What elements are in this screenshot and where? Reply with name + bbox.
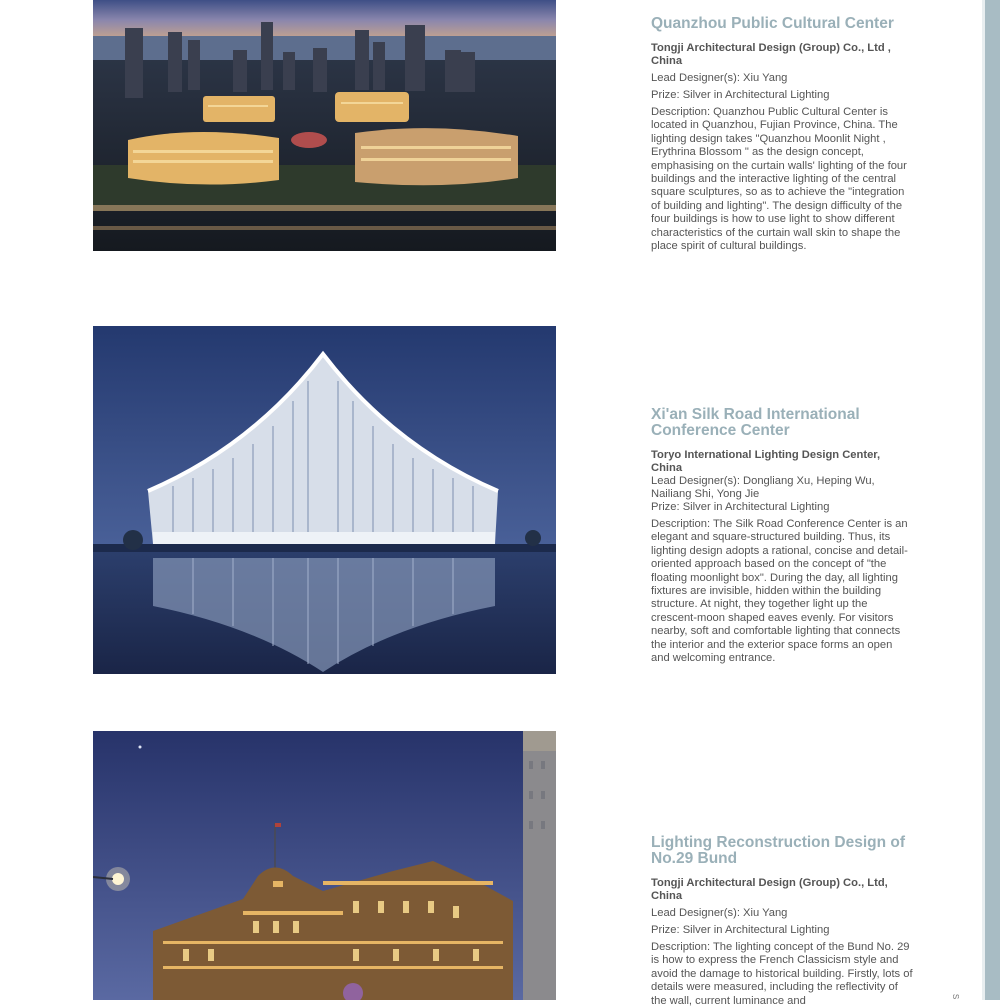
entry-firm: Tongji Architectural Design (Group) Co., Ltd, China [651, 877, 888, 902]
entry-lead-designer: Lead Designer(s): Xiu Yang [651, 72, 788, 84]
entry-xian [651, 407, 913, 665]
entry-title: Lighting Reconstruction Design of No.29 Bund [651, 834, 906, 867]
entry-lead-designer: Lead Designer(s): Dongliang Xu, Heping Wu, Nailiang Shi, Yong Jie [651, 475, 875, 500]
entry-description: Description: The lighting concept of the Bund No. 29 is how to express the French Classicism style and avoid the damage to historical building. Firstly, lots of details were measured, including the reflectivity of the wall, current luminance and [651, 941, 913, 1007]
photo-xian-conference-center [93, 326, 556, 674]
entry-description: Description: The Silk Road Conference Center is an elegant and square-structured building. Thus, its lighting design adopts a rational, concise and detail-oriented approach based on the concept of "the floating moonlight box". During the day, all lighting fixtures are invisible, hidden within the building structure. At night, they together light up the crescent-moon shaped eaves evenly. For visitors nearby, soft and comfortable lighting that connects the interior and the exterior space forms an open and welcoming entrance. [651, 518, 908, 665]
page-edge-band [982, 0, 1000, 1000]
entry-lead-designer: Lead Designer(s): Xiu Yang [651, 907, 788, 919]
entry-prize: Prize: Silver in Architectural Lighting [651, 89, 830, 101]
entry-no29-bund [651, 835, 913, 1008]
photo-no29-bund [93, 731, 556, 1000]
page-edge-mark: S [951, 993, 961, 1000]
entry-prize: Prize: Silver in Architectural Lighting [651, 924, 830, 936]
entry-title: Quanzhou Public Cultural Center [651, 15, 894, 32]
entry-title: Xi'an Silk Road International Conference Center [651, 406, 860, 439]
entry-quanzhou [651, 16, 913, 253]
photo-quanzhou-cultural-center [93, 0, 556, 251]
entry-description: Description: Quanzhou Public Cultural Center is located in Quanzhou, Fujian Province, China. The lighting design takes "Quanzhou Moonlit Night , Erythrina Blossom " as the design concept, emphasising on the curtain walls' lighting of the four buildings and the interactive lighting of the central square sculptures, so as to achieve the "integration of building and lighting". The design difficulty of the four buildings is how to use light to show different characteristics of the curtain wall skin to shape the place spirit of cultural buildings. [651, 106, 907, 253]
entry-prize: Prize: Silver in Architectural Lighting [651, 501, 830, 513]
entry-firm: Tongji Architectural Design (Group) Co., Ltd , China [651, 42, 891, 67]
entry-firm: Toryo International Lighting Design Center, China [651, 449, 881, 474]
